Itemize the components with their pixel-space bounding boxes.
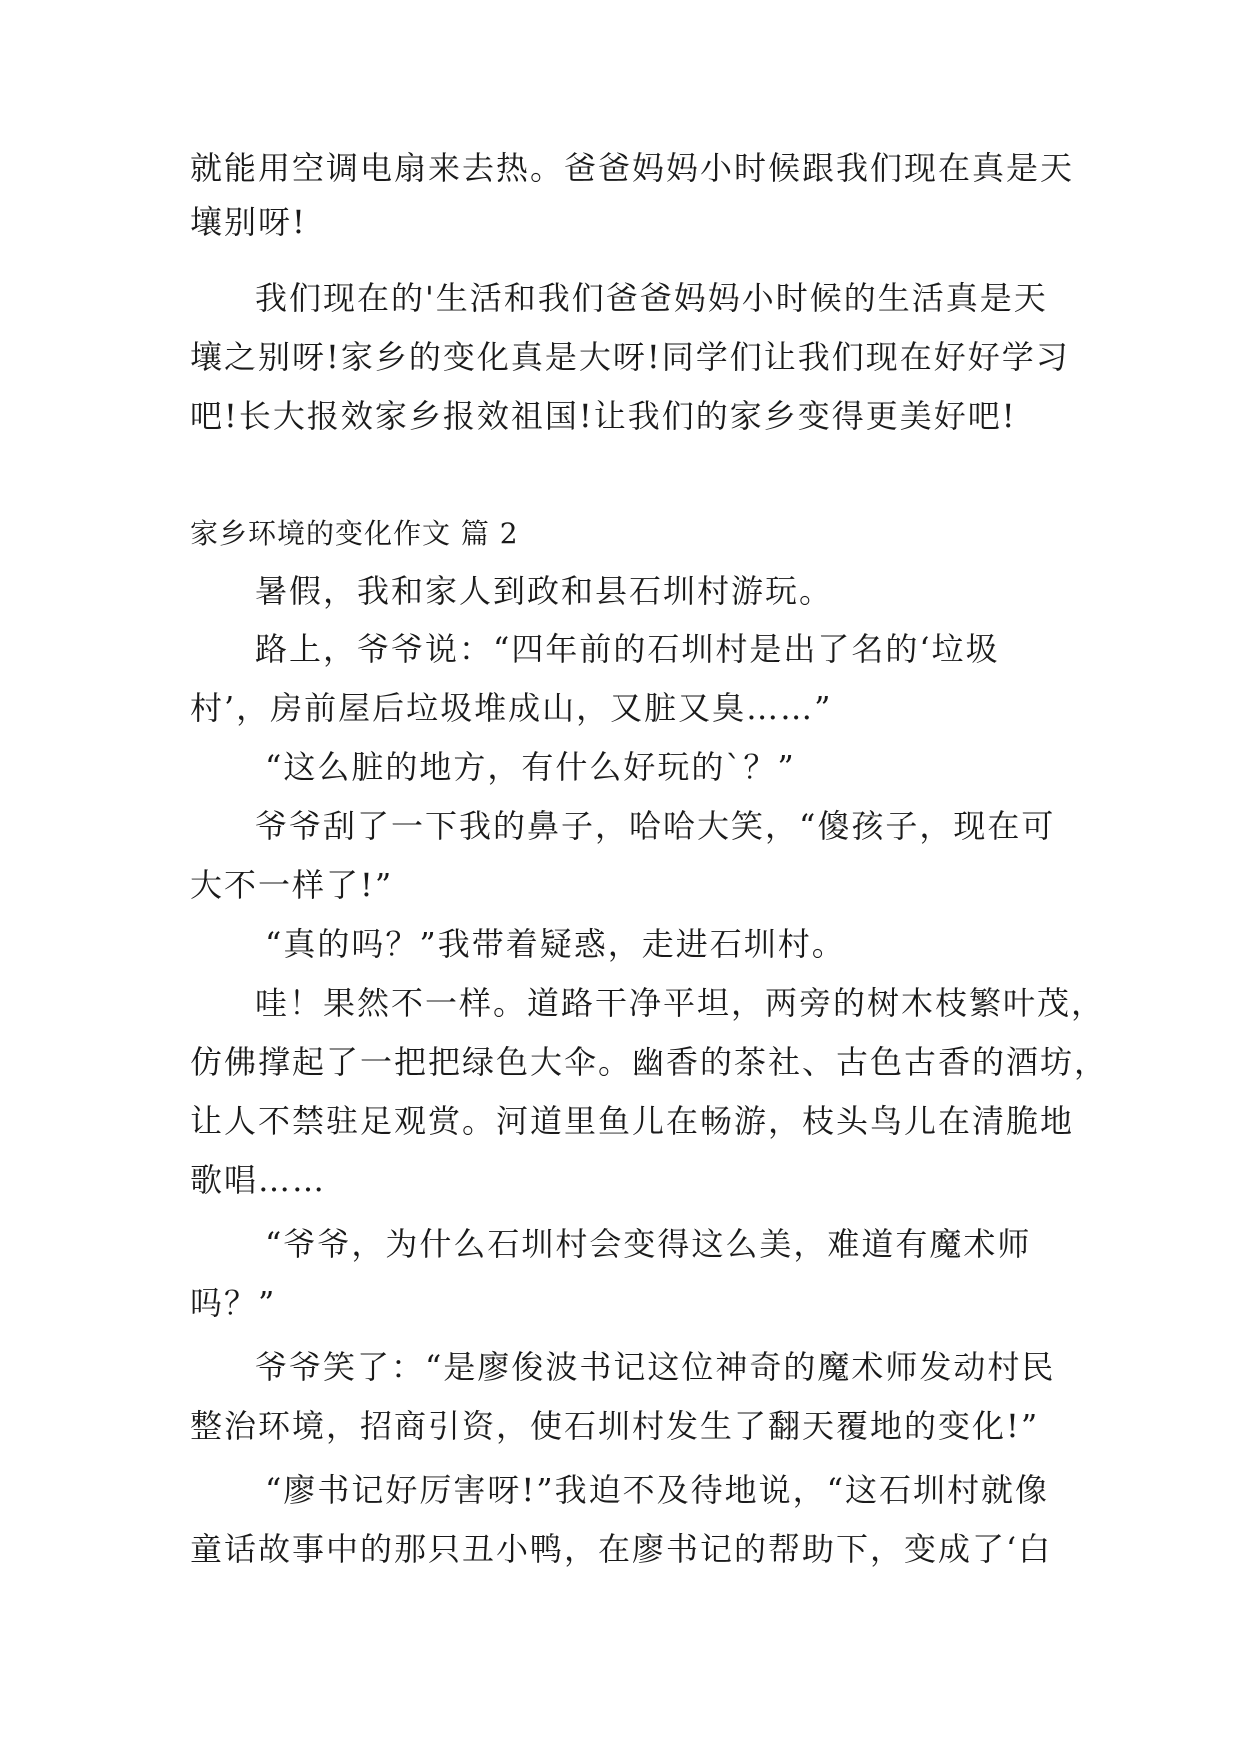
text-line-8: 路上，爷爷说：“四年前的石圳村是出了名的‘垃圾 — [255, 630, 1000, 668]
text-line-7: 暑假，我和家人到政和县石圳村游玩。 — [255, 572, 834, 610]
section-heading: 家乡环境的变化作文 篇 2 — [190, 517, 519, 550]
text-line-21: 整治环境，招商引资，使石圳村发生了翻天覆地的变化!” — [190, 1407, 1040, 1445]
text-line-12: 大不一样了!” — [190, 866, 394, 904]
text-line-14: 哇！果然不一样。道路干净平坦，两旁的树木枝繁叶茂， — [255, 984, 1106, 1022]
text-line-23: 童话故事中的那只丑小鸭，在廖书记的帮助下，变成了‘白 — [190, 1530, 1053, 1568]
text-line-5: 吧!长大报效家乡报效祖国!让我们的家乡变得更美好吧! — [190, 397, 1017, 435]
text-line-13: “真的吗？”我带着疑惑，走进石圳村。 — [265, 925, 846, 963]
text-line-16: 让人不禁驻足观赏。河道里鱼儿在畅游，枝头鸟儿在清脆地 — [190, 1102, 1075, 1140]
text-line-17: 歌唱…… — [190, 1161, 327, 1199]
text-line-1: 就能用空调电扇来去热。爸爸妈妈小时候跟我们现在真是天 — [190, 149, 1075, 187]
text-line-2: 壤别呀! — [190, 203, 307, 241]
text-line-22: “廖书记好厉害呀!”我迫不及待地说，“这石圳村就像 — [265, 1471, 1049, 1509]
text-line-9: 村’，房前屋后垃圾堆成山，又脏又臭……” — [190, 689, 833, 727]
text-line-18: “爷爷，为什么石圳村会变得这么美，难道有魔术师 — [265, 1225, 1032, 1263]
text-line-3: 我们现在的'生活和我们爸爸妈妈小时候的生活真是天 — [255, 279, 1048, 317]
text-line-15: 仿佛撑起了一把把绿色大伞。幽香的茶社、古色古香的酒坊， — [190, 1043, 1109, 1081]
text-line-11: 爷爷刮了一下我的鼻子，哈哈大笑，“傻孩子，现在可 — [255, 807, 1056, 845]
text-line-10: “这么脏的地方，有什么好玩的`？” — [265, 748, 796, 786]
text-line-4: 壤之别呀!家乡的变化真是大呀!同学们让我们现在好好学习 — [190, 338, 1070, 376]
text-line-19: 吗？” — [190, 1284, 277, 1322]
text-line-20: 爷爷笑了：“是廖俊波书记这位神奇的魔术师发动村民 — [255, 1348, 1056, 1386]
